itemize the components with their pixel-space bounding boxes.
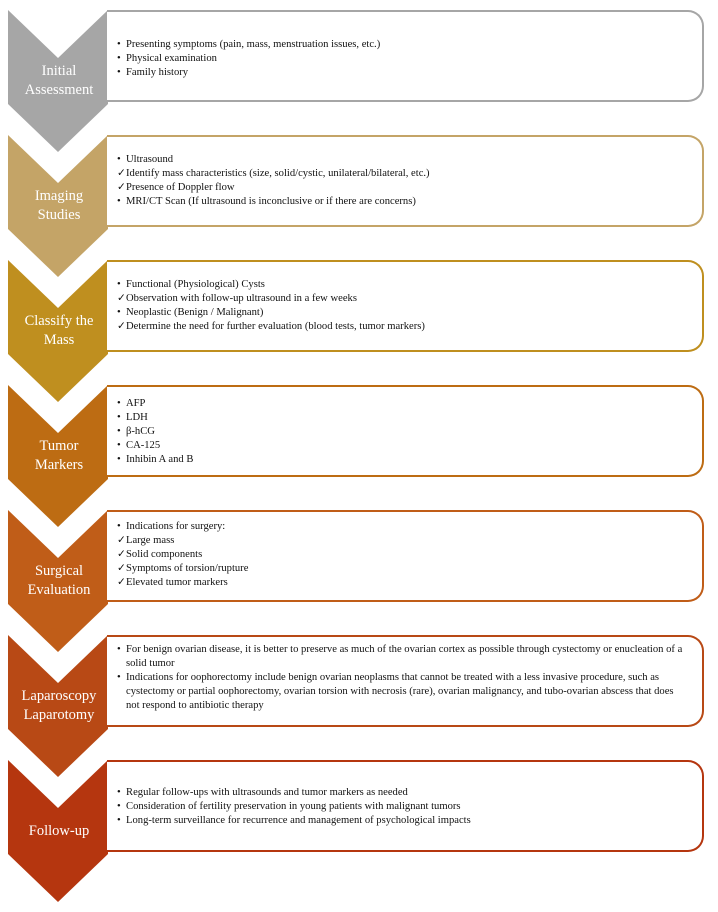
- stage-title-line: Initial: [41, 63, 77, 79]
- checked-item: [117, 576, 688, 590]
- bullet-item: [117, 671, 688, 713]
- item-text: Solid components: [126, 549, 203, 560]
- bullet-icon: •: [117, 39, 121, 50]
- checkmark-icon: ✓: [117, 293, 126, 304]
- flow-stage: [0, 260, 718, 402]
- bullet-item: [117, 800, 688, 814]
- stage-title-line: Studies: [37, 207, 81, 223]
- bullet-item: [117, 520, 688, 534]
- bullet-icon: •: [117, 196, 121, 207]
- bullet-icon: •: [117, 426, 121, 437]
- bullet-icon: •: [117, 53, 121, 64]
- item-text: Symptoms of torsion/rupture: [126, 563, 249, 574]
- bullet-item: [117, 814, 688, 828]
- stage-details-box: [107, 510, 704, 602]
- stage-title-line: Evaluation: [27, 582, 91, 598]
- bullet-icon: •: [117, 412, 121, 423]
- item-text: LDH: [126, 412, 148, 423]
- flow-stage: [0, 10, 718, 152]
- stage-details-box: [107, 385, 704, 477]
- stage-item-list: [107, 637, 702, 713]
- flow-stage: [0, 135, 718, 277]
- item-text: CA-125: [126, 440, 161, 451]
- stage-title-line: Markers: [34, 457, 84, 473]
- stage-title-line: Follow-up: [28, 822, 90, 839]
- bullet-icon: •: [117, 815, 121, 826]
- bullet-item: [117, 195, 688, 209]
- stage-title-line: Imaging: [34, 188, 84, 204]
- item-text: Consideration of fertility preservation in young patients with malignant tumors: [126, 801, 461, 812]
- checked-item: [117, 534, 688, 548]
- checkmark-icon: ✓: [117, 535, 126, 546]
- item-text: Determine the need for further evaluation (blood tests, tumor markers): [126, 321, 425, 332]
- item-text: Neoplastic (Benign / Malignant): [126, 307, 264, 318]
- item-text: Ultrasound: [126, 154, 174, 165]
- bullet-icon: •: [117, 279, 121, 290]
- stage-title: [10, 187, 108, 225]
- item-text: Observation with follow-up ultrasound in a few weeks: [126, 293, 357, 304]
- bullet-item: [117, 38, 688, 52]
- bullet-item: [117, 411, 688, 425]
- checked-item: [117, 181, 688, 195]
- item-text: Physical examination: [126, 53, 217, 64]
- flow-stage: [0, 635, 718, 777]
- stage-details-box: [107, 135, 704, 227]
- bullet-item: [117, 643, 688, 671]
- bullet-icon: •: [117, 67, 121, 78]
- stage-title-line: Laparoscopy: [21, 688, 97, 704]
- item-text: Presenting symptoms (pain, mass, menstruation issues, etc.): [126, 39, 381, 50]
- bullet-icon: •: [117, 440, 121, 451]
- stage-title-line: Classify the: [24, 313, 94, 329]
- item-text: Inhibin A and B: [126, 454, 194, 465]
- stage-title-line: Mass: [43, 332, 75, 348]
- stage-title-line: Laparotomy: [23, 707, 95, 723]
- item-text: MRI/CT Scan (If ultrasound is inconclusive or if there are concerns): [126, 196, 416, 207]
- bullet-item: [117, 52, 688, 66]
- stage-item-list: [107, 762, 702, 828]
- item-text: Functional (Physiological) Cysts: [126, 279, 265, 290]
- bullet-item: [117, 453, 688, 467]
- bullet-item: [117, 278, 688, 292]
- stage-details-box: [107, 260, 704, 352]
- stage-item-list: [107, 262, 702, 334]
- item-text: Indications for oophorectomy include benign ovarian neoplasms that cannot be treated with a less invasive procedure, such as cystectomy or partial oophorectomy, ovarian torsion with necrosis (rare), ovarian malignancy, and tubo-ovarian abscess that does not respond to antibiotic therapy: [126, 672, 674, 711]
- bullet-item: [117, 306, 688, 320]
- bullet-icon: •: [117, 154, 121, 165]
- bullet-item: [117, 439, 688, 453]
- checkmark-icon: ✓: [117, 577, 126, 588]
- stage-title: [10, 562, 108, 600]
- stage-title-line: Surgical: [34, 563, 84, 579]
- item-text: AFP: [126, 398, 146, 409]
- item-text: Identify mass characteristics (size, solid/cystic, unilateral/bilateral, etc.): [126, 168, 430, 179]
- bullet-icon: •: [117, 801, 121, 812]
- flow-stage: [0, 385, 718, 527]
- bullet-icon: •: [117, 787, 121, 798]
- item-text: Presence of Doppler flow: [126, 182, 235, 193]
- checked-item: [117, 292, 688, 306]
- checkmark-icon: ✓: [117, 549, 126, 560]
- stage-details-box: [107, 635, 704, 727]
- bullet-icon: •: [117, 307, 121, 318]
- bullet-item: [117, 425, 688, 439]
- bullet-item: [117, 66, 688, 80]
- stage-title: [10, 822, 108, 841]
- stage-title-line: Assessment: [24, 82, 94, 98]
- flow-stage: [0, 760, 718, 902]
- item-text: Indications for surgery:: [126, 521, 226, 532]
- stage-item-list: [107, 512, 702, 590]
- item-text: β-hCG: [126, 426, 155, 437]
- item-text: Long-term surveillance for recurrence and management of psychological impacts: [126, 815, 471, 826]
- bullet-item: [117, 786, 688, 800]
- stage-title: [10, 437, 108, 475]
- item-text: For benign ovarian disease, it is better to preserve as much of the ovarian cortex as possible through cystectomy or enucleation of a solid tumor: [126, 644, 683, 669]
- checked-item: [117, 167, 688, 181]
- checkmark-icon: ✓: [117, 182, 126, 193]
- item-text: Regular follow-ups with ultrasounds and tumor markers as needed: [126, 787, 408, 798]
- item-text: Elevated tumor markers: [126, 577, 228, 588]
- stage-title: [10, 687, 108, 725]
- stage-details-box: [107, 760, 704, 852]
- stage-item-list: [107, 12, 702, 80]
- item-text: Large mass: [126, 535, 175, 546]
- bullet-item: [117, 153, 688, 167]
- stage-details-box: [107, 10, 704, 102]
- checkmark-icon: ✓: [117, 321, 126, 332]
- stage-title: [10, 62, 108, 100]
- bullet-icon: •: [117, 521, 121, 532]
- checked-item: [117, 548, 688, 562]
- checkmark-icon: ✓: [117, 563, 126, 574]
- checked-item: [117, 562, 688, 576]
- bullet-icon: •: [117, 672, 121, 683]
- bullet-icon: •: [117, 398, 121, 409]
- bullet-icon: •: [117, 454, 121, 465]
- bullet-item: [117, 397, 688, 411]
- item-text: Family history: [126, 67, 189, 78]
- checked-item: [117, 320, 688, 334]
- stage-title: [10, 312, 108, 350]
- stage-item-list: [107, 137, 702, 209]
- checkmark-icon: ✓: [117, 168, 126, 179]
- stage-title-line: Tumor: [39, 438, 79, 454]
- flow-stage: [0, 510, 718, 652]
- bullet-icon: •: [117, 644, 121, 655]
- stage-item-list: [107, 387, 702, 467]
